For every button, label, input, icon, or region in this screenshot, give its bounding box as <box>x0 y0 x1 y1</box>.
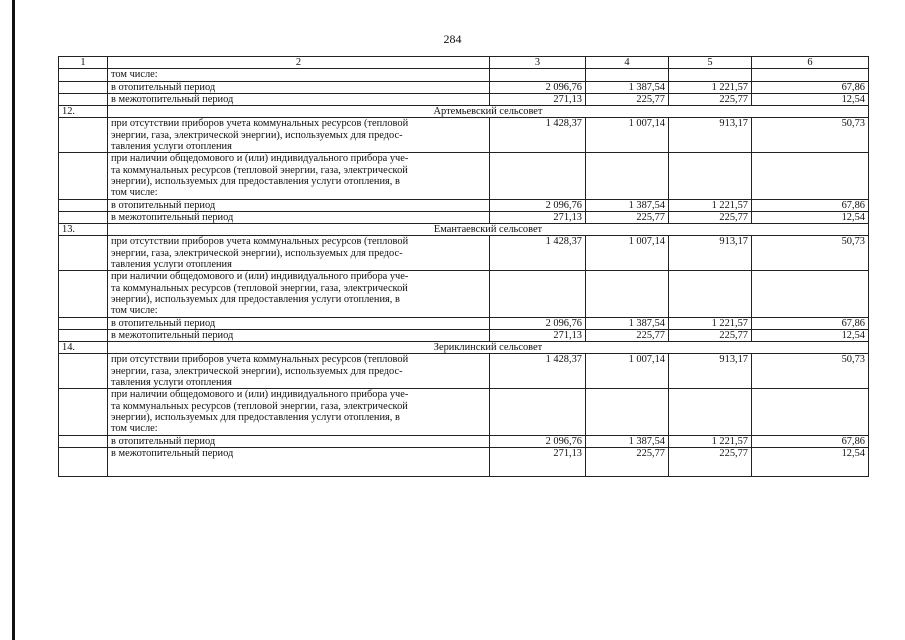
value-cell: 1 221,57 <box>669 317 752 329</box>
row-label-line: тавления услуги отопления <box>111 259 232 271</box>
value-cell: 225,77 <box>586 211 669 223</box>
table-row <box>59 271 869 317</box>
value-cell: 2 096,76 <box>490 435 586 447</box>
row-label-line: при отсутствии приборов учета коммунальных ресурсов (тепловой <box>111 118 409 130</box>
section-title: Емантаевский сельсовет <box>108 224 869 236</box>
table-row <box>59 354 869 389</box>
tariff-table <box>58 56 869 477</box>
value-cell: 1 387,54 <box>586 435 669 447</box>
row-label-line: энергии), используемых для предоставления услуги отопления, в <box>111 293 400 305</box>
row-label: в отопительный период <box>108 435 490 447</box>
row-label-line: энергии, газа, электрической энергии), используемых для предос- <box>111 129 403 141</box>
value-cell: 1 221,57 <box>669 199 752 211</box>
value-cell: 12,54 <box>752 93 869 105</box>
table-row <box>59 329 869 341</box>
table-row <box>59 236 869 271</box>
table-row <box>59 211 869 223</box>
value-cell: 1 387,54 <box>586 81 669 93</box>
row-label-line: при отсутствии приборов учета коммунальных ресурсов (тепловой <box>111 236 409 248</box>
table-row <box>59 93 869 105</box>
value-cell: 67,86 <box>752 81 869 93</box>
row-label-line: энергии, газа, электрической энергии), используемых для предос- <box>111 365 403 377</box>
row-label: в отопительный период <box>108 199 490 211</box>
value-cell: 67,86 <box>752 199 869 211</box>
header-col-5: 5 <box>669 57 752 69</box>
section-header-row <box>59 224 869 236</box>
header-row <box>59 57 869 69</box>
row-label <box>108 153 490 199</box>
row-label-line: энергии, газа, электрической энергии), используемых для предос- <box>111 247 403 259</box>
value-cell: 271,13 <box>490 447 586 476</box>
value-cell: 1 221,57 <box>669 81 752 93</box>
value-cell: 67,86 <box>752 435 869 447</box>
row-label: том числе: <box>108 69 490 81</box>
value-cell: 2 096,76 <box>490 199 586 211</box>
row-label <box>108 389 490 435</box>
value-cell: 2 096,76 <box>490 81 586 93</box>
row-label: в межотопительный период <box>108 93 490 105</box>
value-cell: 1 007,14 <box>586 118 669 153</box>
table-row <box>59 69 869 81</box>
row-label-line: при наличии общедомового и (или) индивидуального прибора уче- <box>111 271 409 283</box>
value-cell: 12,54 <box>752 329 869 341</box>
value-cell: 1 007,14 <box>586 354 669 389</box>
row-label-line: энергии), используемых для предоставления услуги отопления, в <box>111 411 400 423</box>
value-cell: 225,77 <box>669 211 752 223</box>
row-label: в межотопительный период <box>108 447 490 476</box>
value-cell: 2 096,76 <box>490 317 586 329</box>
value-cell: 50,73 <box>752 118 869 153</box>
row-label-line: при наличии общедомового и (или) индивидуального прибора уче- <box>111 153 409 165</box>
row-label-line: тавления услуги отопления <box>111 141 232 153</box>
table-row <box>59 118 869 153</box>
value-cell: 50,73 <box>752 236 869 271</box>
row-label <box>108 271 490 317</box>
row-label <box>108 118 490 153</box>
table-row <box>59 447 869 476</box>
row-label-line: та коммунальных ресурсов (тепловой энергии, газа, электрической <box>111 400 408 412</box>
header-col-4: 4 <box>586 57 669 69</box>
row-label-line: та коммунальных ресурсов (тепловой энергии, газа, электрической <box>111 164 408 176</box>
value-cell: 225,77 <box>586 93 669 105</box>
value-cell: 225,77 <box>586 447 669 476</box>
page-number: 284 <box>443 32 462 46</box>
header-col-3: 3 <box>490 57 586 69</box>
header-col-6: 6 <box>752 57 869 69</box>
section-header-row <box>59 106 869 118</box>
row-label: в межотопительный период <box>108 329 490 341</box>
value-cell: 225,77 <box>586 329 669 341</box>
value-cell: 225,77 <box>669 93 752 105</box>
value-cell: 1 428,37 <box>490 236 586 271</box>
table-row <box>59 199 869 211</box>
value-cell: 913,17 <box>669 236 752 271</box>
value-cell: 271,13 <box>490 329 586 341</box>
value-cell: 913,17 <box>669 354 752 389</box>
value-cell: 225,77 <box>669 447 752 476</box>
value-cell: 225,77 <box>669 329 752 341</box>
section-header-row <box>59 342 869 354</box>
row-label-line: при наличии общедомового и (или) индивидуального прибора уче- <box>111 389 409 401</box>
value-cell: 50,73 <box>752 354 869 389</box>
row-label <box>108 354 490 389</box>
row-label: в отопительный период <box>108 317 490 329</box>
table-row <box>59 317 869 329</box>
value-cell: 1 428,37 <box>490 118 586 153</box>
value-cell: 913,17 <box>669 118 752 153</box>
row-label <box>108 236 490 271</box>
value-cell: 271,13 <box>490 211 586 223</box>
section-number: 12. <box>59 106 108 118</box>
row-label-line: том числе: <box>111 423 158 435</box>
row-label-line: том числе: <box>111 187 158 199</box>
header-col-1: 1 <box>59 57 108 69</box>
section-number: 13. <box>59 224 108 236</box>
table-row <box>59 81 869 93</box>
value-cell: 1 387,54 <box>586 317 669 329</box>
row-label: в межотопительный период <box>108 211 490 223</box>
value-cell: 1 387,54 <box>586 199 669 211</box>
value-cell: 1 428,37 <box>490 354 586 389</box>
section-title: Зериклинский сельсовет <box>108 342 869 354</box>
table-row <box>59 153 869 199</box>
row-label: в отопительный период <box>108 81 490 93</box>
section-title: Артемьевский сельсовет <box>108 106 869 118</box>
value-cell: 1 007,14 <box>586 236 669 271</box>
table-row <box>59 389 869 435</box>
row-label-line: та коммунальных ресурсов (тепловой энергии, газа, электрической <box>111 282 408 294</box>
row-label-line: энергии), используемых для предоставления услуги отопления, в <box>111 175 400 187</box>
table-row <box>59 435 869 447</box>
row-label-line: при отсутствии приборов учета коммунальных ресурсов (тепловой <box>111 354 409 366</box>
value-cell: 12,54 <box>752 447 869 476</box>
value-cell: 12,54 <box>752 211 869 223</box>
value-cell: 271,13 <box>490 93 586 105</box>
row-label-line: тавления услуги отопления <box>111 377 232 389</box>
section-number: 14. <box>59 342 108 354</box>
header-col-2: 2 <box>108 57 490 69</box>
row-label-line: том числе: <box>111 305 158 317</box>
value-cell: 1 221,57 <box>669 435 752 447</box>
value-cell: 67,86 <box>752 317 869 329</box>
left-margin-rule <box>12 0 15 640</box>
